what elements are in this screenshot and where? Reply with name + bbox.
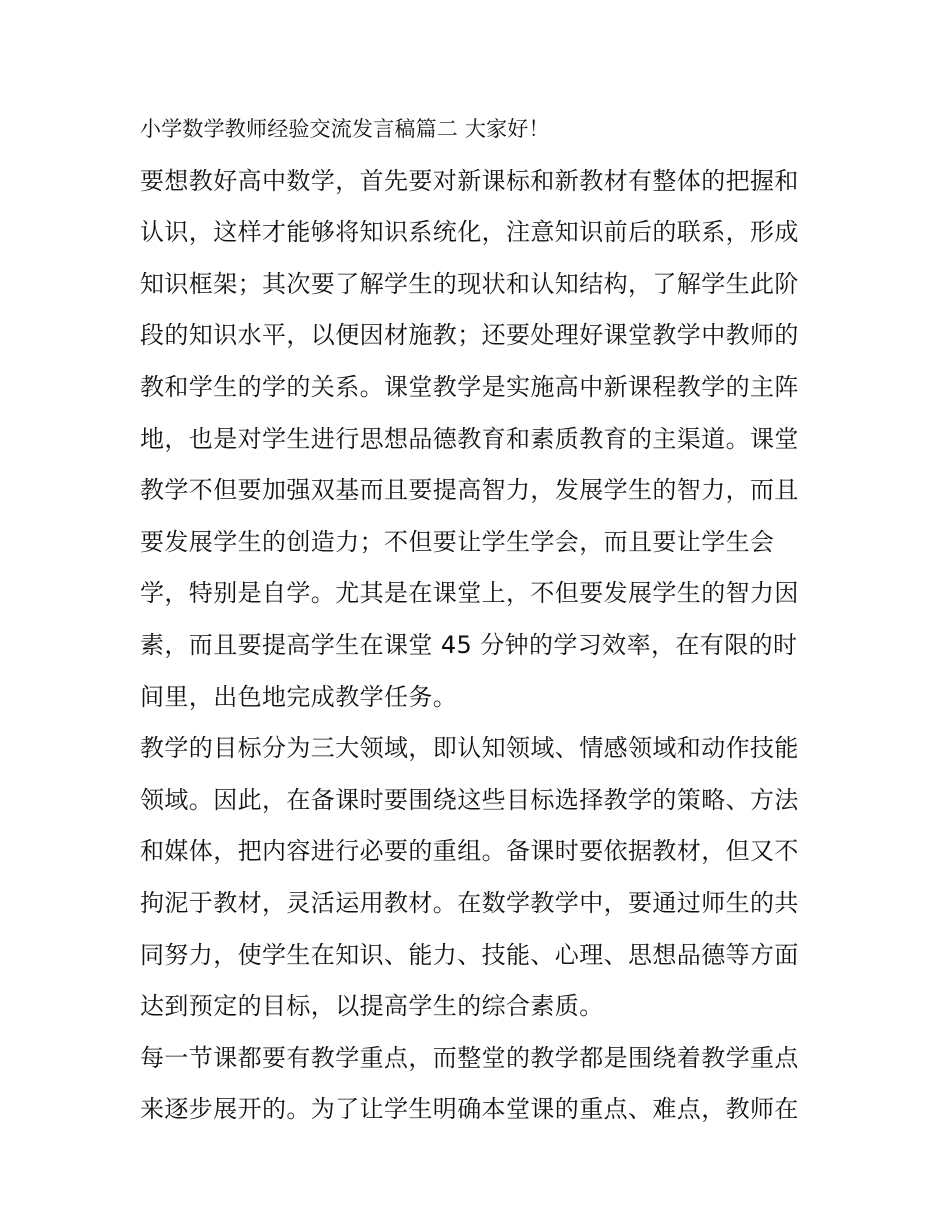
text-line: 素，而且要提高学生在课堂 45 分钟的学习效率，在有限的时 (140, 630, 798, 659)
text-line: 间里，出色地完成教学任务。 (140, 682, 458, 711)
text-line: 来逐步展开的。为了让学生明确本堂课的重点、难点，教师在 (140, 1095, 799, 1124)
text-line: 和媒体，把内容进行必要的重组。备课时要依据教材，但又不 (140, 837, 799, 866)
text-line: 段的知识水平，以便因材施教；还要处理好课堂教学中教师的 (140, 321, 799, 350)
document-body (140, 104, 820, 1136)
text-line: 教学的目标分为三大领域，即认知领域、情感领域和动作技能 (140, 734, 799, 763)
text-line: 地，也是对学生进行思想品德教育和素质教育的主渠道。课堂 (140, 424, 799, 453)
text-line: 教学不但要加强双基而且要提高智力，发展学生的智力，而且 (140, 476, 799, 505)
text-line: 每一节课都要有教学重点，而整堂的教学都是围绕着教学重点 (140, 1043, 799, 1072)
text-line: 拘泥于教材，灵活运用教材。在数学教学中，要通过师生的共 (140, 888, 799, 917)
text-line: 教和学生的学的关系。课堂教学是实施高中新课程教学的主阵 (140, 372, 799, 401)
text-line: 学，特别是自学。尤其是在课堂上，不但要发展学生的智力因 (140, 579, 799, 608)
text-line: 达到预定的目标，以提高学生的综合素质。 (140, 992, 604, 1021)
text-line: 认识，这样才能够将知识系统化，注意知识前后的联系，形成 (140, 218, 799, 247)
document-title: 小学数学教师经验交流发言稿篇二 大家好！ (140, 117, 550, 141)
text-line: 知识框架；其次要了解学生的现状和认知结构，了解学生此阶 (140, 269, 799, 298)
text-line: 要发展学生的创造力；不但要让学生学会，而且要让学生会 (140, 527, 775, 556)
text-line: 领域。因此，在备课时要围绕这些目标选择教学的策略、方法 (140, 785, 799, 814)
text-line: 同努力，使学生在知识、能力、技能、心理、思想品德等方面 (140, 940, 799, 969)
text-line: 要想教好高中数学，首先要对新课标和新教材有整体的把握和 (140, 166, 799, 195)
